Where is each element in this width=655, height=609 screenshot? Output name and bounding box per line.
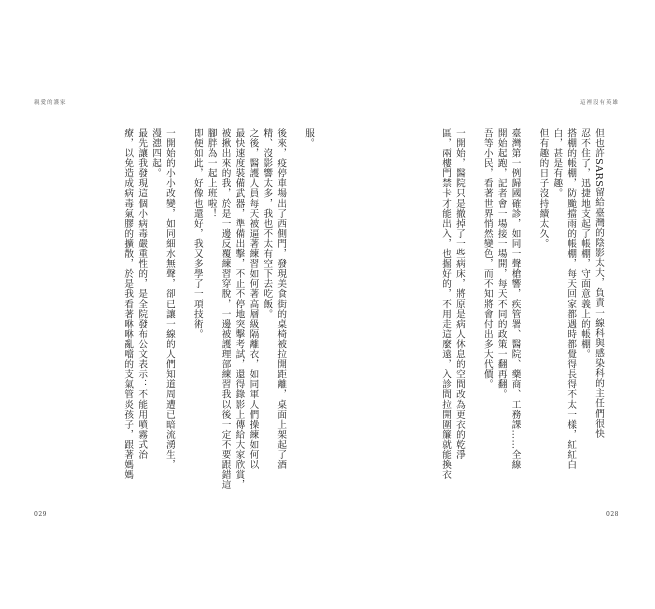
text-line: 但有趣的日子沒持續太久。 — [537, 128, 549, 249]
text-line: 臺灣第一例歸國確診，如同一聲槍響，疾管署、醫院、藥商、工務課……全線 — [509, 128, 521, 470]
left-page — [34, 98, 317, 528]
text-line: 漫漶四起。 — [150, 128, 162, 179]
running-head: 這裡沒有英雄 — [579, 100, 619, 106]
text-line: 即便如此，好像也還好，我又多學了一項技術。 — [191, 128, 203, 340]
text-line: 服。 — [303, 128, 314, 149]
text-line: 腳胖為一起上班啦！ — [205, 128, 217, 219]
text-line: 吾等小民，看著世界悄然變色，而不知將會付出多大代價。 — [481, 128, 493, 390]
text-line: 療，以免造成病毒氣膠的擴散，於是我看著咻咻亂噹的支氣管炎孩子，跟著媽媽 — [122, 128, 134, 480]
text-line: 後來，疫停車場出了西側門，發現美食街的桌椅被拉開距離，桌面上架起了酒 — [275, 128, 287, 470]
text-line: 但也許SARS留給臺灣的陰影太大，負責一線科與感染科的主任們很快 — [593, 128, 604, 439]
text-line: 忍不住了，迅捷地支起了帳棚，守面意義上的帳棚。 — [579, 128, 591, 360]
text-line — [466, 128, 480, 498]
right-page — [335, 98, 619, 528]
text-line: 最先讓我發現這個小病毒嚴重性的，是全院發布公文表示：不能用噴霧式治 — [136, 128, 148, 460]
text-line: 被揪出來的我，於是一邊反覆練習穿脫，一邊被護理部練習我以後一定不要跟錯這 — [219, 128, 231, 490]
text-line — [522, 128, 536, 498]
text-line: 白，甚是有趣。 — [551, 128, 563, 199]
page-number: 029 — [34, 511, 47, 518]
text-line: 之後，醫護人員每天被逼著練習如何著高層級隔離衣，如同軍人們操練如何以 — [247, 128, 259, 470]
text-line: 一開始的小小改變，如同細水無聲，卻已讓一線的人們知道周遭已暗流湧生， — [163, 128, 175, 470]
vertical-text-block — [120, 128, 315, 498]
text-line — [287, 128, 301, 498]
text-line: 精、沒影響太多，我也不太有空下去吃飯。 — [261, 128, 273, 319]
text-line: 開始起跑，記者會一場接一場開，每天不同的政策一翻再翻。 — [495, 128, 507, 400]
text-line: 區，兩樓門禁卡才能出入，也掘好的，不用走這麼遠，入診間拉開圍簾就能換衣 — [440, 128, 452, 480]
text-line: 最快速度裝備武器，準備出擊，不止不停地突擊考試，還得錄影上傳給大家欣賞， — [233, 128, 245, 490]
text-line: 一開始，醫院只是撤掉了一些病床，將原是病人休息的空間改為更衣的乾淨 — [453, 128, 465, 460]
text-line — [176, 128, 190, 498]
running-head: 親愛的護家 — [34, 100, 67, 106]
page-number: 028 — [606, 511, 619, 518]
vertical-text-block — [438, 128, 605, 498]
text-line: 搭棚的帳棚，防颱擋雨的帳棚，每天回家都遇時都覺得長得不太一樣，紅紅白 — [565, 128, 577, 470]
